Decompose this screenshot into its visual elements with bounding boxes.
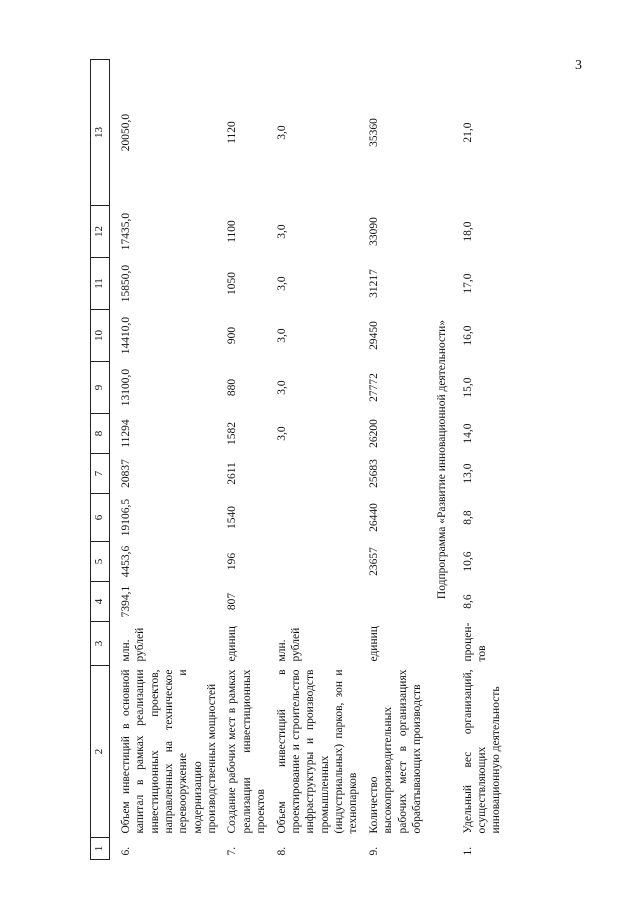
- indicator-table-rotated: [90, 60, 560, 860]
- value-cell: 14410,0: [119, 316, 132, 355]
- value-cell: 26200: [367, 419, 380, 448]
- value-cell: 196: [226, 552, 239, 571]
- table-row: [222, 60, 271, 860]
- table-row: [272, 60, 364, 860]
- header-cell: 8: [91, 414, 110, 454]
- value-cell: 3,0: [275, 380, 288, 395]
- value-cell: 16,0: [461, 325, 474, 346]
- value-cell: 25683: [367, 459, 380, 488]
- row-number: 7.: [226, 846, 239, 856]
- value-cell: 23657: [367, 547, 380, 576]
- value-cell: 3,0: [275, 328, 288, 343]
- value-cell: 1582: [226, 422, 239, 445]
- subprogram-row: [427, 60, 457, 860]
- value-cell: 26440: [367, 503, 380, 532]
- table-row: [364, 60, 428, 860]
- header-cell: 7: [91, 454, 110, 494]
- value-cell: [272, 494, 364, 542]
- value-cell: 21,0: [461, 122, 474, 143]
- value-cell: 1540: [226, 506, 239, 529]
- table-row: [458, 60, 507, 860]
- header-cell: 13: [91, 60, 110, 206]
- value-cell: 2611: [226, 462, 239, 485]
- value-cell: 19106,5: [119, 498, 132, 537]
- value-cell: 3,0: [275, 125, 288, 140]
- value-cell: 8,8: [461, 510, 474, 525]
- header-cell: 4: [91, 582, 110, 622]
- header-cell: 9: [91, 362, 110, 414]
- value-cell: 14,0: [461, 423, 474, 444]
- unit: процен-тов: [461, 622, 488, 662]
- value-cell: 1120: [226, 121, 239, 144]
- value-cell: 3,0: [275, 426, 288, 441]
- indicator-name: Объем инвестиций в проектирование и строительство инфраструктуры и производств промышленных (индустриальных) парков, зон и технопарков: [275, 669, 360, 834]
- value-cell: 35360: [367, 118, 380, 147]
- value-cell: 807: [226, 592, 239, 611]
- value-cell: 13100,0: [119, 368, 132, 407]
- header-cell: 1: [91, 838, 110, 860]
- value-cell: 4453,6: [119, 545, 132, 578]
- unit: единиц: [367, 626, 380, 662]
- table-row: [116, 60, 223, 860]
- header-cell: 6: [91, 494, 110, 542]
- unit: млн. рублей: [119, 627, 147, 662]
- value-cell: 31217: [367, 269, 380, 298]
- table-header-row: [91, 60, 110, 860]
- value-cell: [272, 582, 364, 622]
- header-cell: 11: [91, 258, 110, 310]
- page-number: 3: [575, 58, 582, 73]
- value-cell: [272, 454, 364, 494]
- value-cell: 17435,0: [119, 212, 132, 251]
- value-cell: 18,0: [461, 221, 474, 242]
- value-cell: 7394,1: [119, 585, 132, 618]
- row-number: 6.: [119, 846, 132, 856]
- value-cell: 27772: [367, 373, 380, 402]
- row-number: 8.: [275, 846, 288, 856]
- value-cell: 1100: [226, 220, 239, 243]
- value-cell: 1050: [226, 272, 239, 295]
- value-cell: 10,6: [461, 551, 474, 572]
- header-cell: 2: [91, 666, 110, 838]
- header-cell: 5: [91, 542, 110, 582]
- row-number: 1.: [461, 846, 474, 856]
- value-cell: 29450: [367, 321, 380, 350]
- value-cell: [364, 582, 428, 622]
- value-cell: 33090: [367, 217, 380, 246]
- indicator-name: Количество высокопроизводительных рабочих мест в организациях обрабатывающих производств: [367, 669, 423, 834]
- indicator-name: Объем инвестиций в основной капитал в рамках реализации инвестиционных проектов, направленных на техническое перевооружение и модернизацию производственных мощностей: [119, 669, 218, 834]
- row-number: 9.: [367, 846, 380, 856]
- indicator-table: [90, 59, 507, 860]
- value-cell: 13,0: [461, 463, 474, 484]
- value-cell: 15850,0: [119, 264, 132, 303]
- value-cell: [272, 542, 364, 582]
- indicator-name: Создание рабочих мест в рамках реализации инвестиционных проектов: [226, 669, 268, 834]
- value-cell: 8,6: [461, 594, 474, 609]
- value-cell: 900: [226, 326, 239, 345]
- header-cell: 12: [91, 206, 110, 258]
- unit: млн. рублей: [275, 627, 302, 662]
- value-cell: 880: [226, 378, 239, 397]
- indicator-name: Удельный вес организаций, осуществляющих инновационную деятельность: [461, 669, 503, 834]
- header-cell: 3: [91, 622, 110, 666]
- value-cell: 20837: [119, 459, 132, 488]
- value-cell: 11294: [119, 419, 132, 448]
- header-cell: 10: [91, 310, 110, 362]
- subprogram-title: Подпрограмма «Развитие инновационной деятельности»: [436, 319, 449, 600]
- value-cell: 20050,0: [119, 113, 132, 152]
- unit: единиц: [226, 626, 239, 662]
- value-cell: 3,0: [275, 276, 288, 291]
- value-cell: 15,0: [461, 377, 474, 398]
- value-cell: 3,0: [275, 224, 288, 239]
- value-cell: 17,0: [461, 273, 474, 294]
